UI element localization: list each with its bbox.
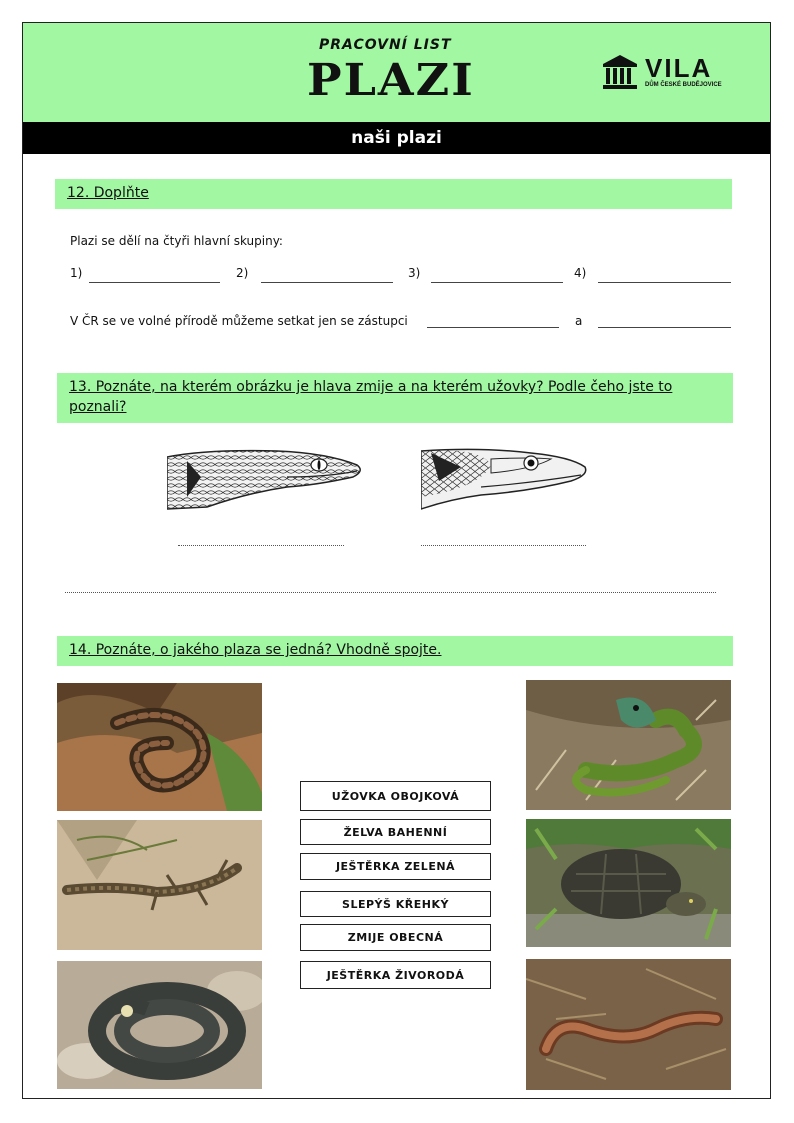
- section-13-heading: 13. Poznáte, na kterém obrázku je hlava zmije a na kterém užovky? Podle čeho jste to poznali?: [57, 373, 733, 423]
- label-grass-snake[interactable]: UŽOVKA OBOJKOVÁ: [300, 781, 491, 811]
- worksheet-page: [22, 22, 771, 1099]
- blank-label-4: 4): [574, 266, 587, 280]
- answer-line-4[interactable]: [598, 282, 731, 283]
- photo-turtle: [526, 819, 731, 947]
- vila-logo: [601, 53, 731, 93]
- label-viviparous-lizard[interactable]: JEŠTĚRKA ŽIVORODÁ: [300, 961, 491, 989]
- answer-line-reason[interactable]: [65, 592, 716, 593]
- label-pond-turtle[interactable]: ŽELVA BAHENNÍ: [300, 819, 491, 845]
- label-green-lizard[interactable]: JEŠTĚRKA ZELENÁ: [300, 853, 491, 880]
- viper-head-drawing: [167, 447, 367, 513]
- photo-viper: [57, 683, 262, 811]
- logo-subtext: DŮM ČESKÉ BUDĚJOVICE: [645, 82, 722, 88]
- answer-line-3[interactable]: [431, 282, 563, 283]
- answer-line-5[interactable]: [427, 327, 559, 328]
- photo-slow-worm: [526, 959, 731, 1090]
- answer-line-viper[interactable]: [178, 545, 344, 546]
- answer-line-6[interactable]: [598, 327, 731, 328]
- section-14-heading: 14. Poznáte, o jakého plaza se jedná? Vhodně spojte.: [57, 636, 733, 666]
- blank-label-1: 1): [70, 266, 83, 280]
- photo-grass-snake: [57, 961, 262, 1089]
- section-band-title: naši plazi: [23, 122, 770, 154]
- header-banner: [23, 23, 770, 122]
- section-12-heading: 12. Doplňte: [55, 179, 732, 209]
- worksheet-title: PLAZI: [307, 54, 475, 106]
- blank-label-3: 3): [408, 266, 421, 280]
- worksheet-subtitle: PRACOVNÍ LIST: [319, 37, 452, 53]
- native-groups-sentence: V ČR se ve volné přírodě můžeme setkat jen se zástupci: [70, 314, 408, 328]
- groups-intro-text: Plazi se dělí na čtyři hlavní skupiny:: [70, 234, 283, 248]
- grass-snake-head-drawing: [421, 447, 589, 513]
- and-word: a: [575, 314, 583, 328]
- photo-green-lizard: [526, 680, 731, 810]
- answer-line-2[interactable]: [261, 282, 393, 283]
- answer-line-1[interactable]: [89, 282, 220, 283]
- blank-label-2: 2): [236, 266, 249, 280]
- label-adder[interactable]: ZMIJE OBECNÁ: [300, 924, 491, 951]
- answer-line-grass-snake[interactable]: [421, 545, 586, 546]
- label-slow-worm[interactable]: SLEPÝŠ KŘEHKÝ: [300, 891, 491, 917]
- logo-wordmark: VILA: [645, 53, 713, 83]
- museum-building-icon: [601, 53, 639, 91]
- photo-lizard: [57, 820, 262, 950]
